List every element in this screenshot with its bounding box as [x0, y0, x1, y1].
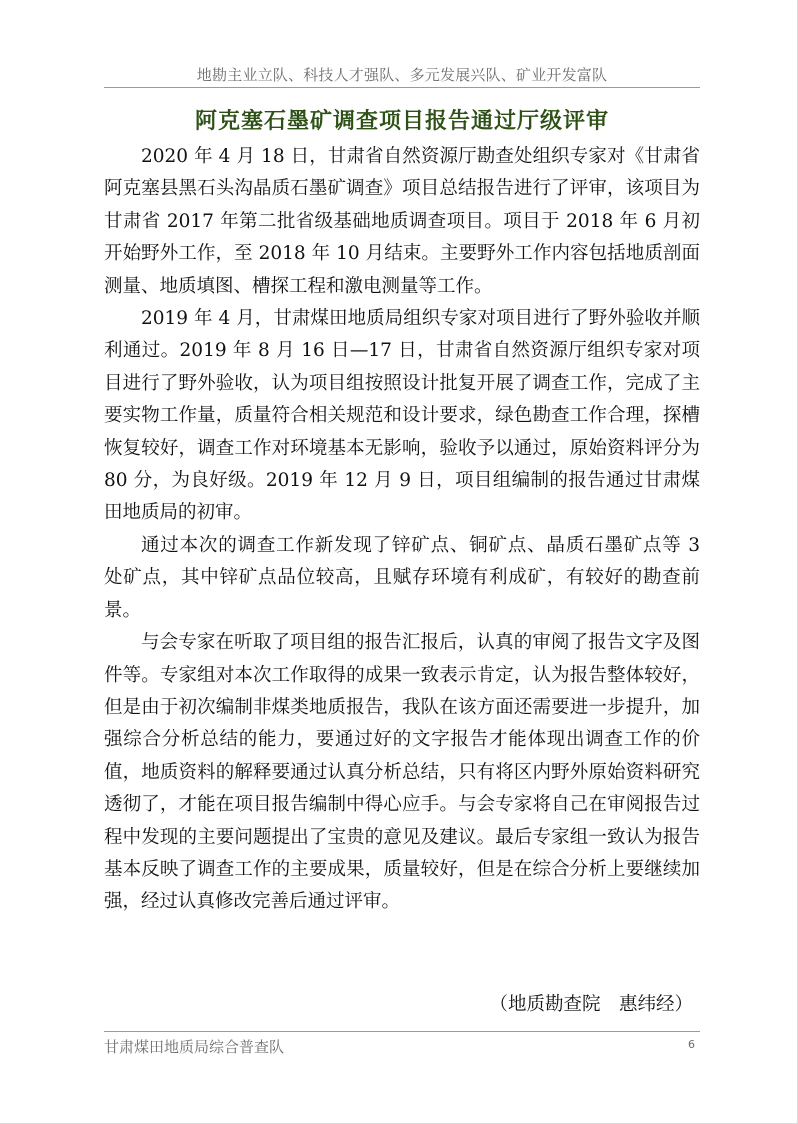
paragraph-3: 通过本次的调查工作新发现了锌矿点、铜矿点、晶质石墨矿点等 3 处矿点，其中锌矿点品位较高，且赋存环境有利成矿，有较好的勘查前景。	[104, 534, 700, 621]
author-signature: （地质勘查院 惠纬经）	[489, 994, 693, 1015]
header-divider	[104, 87, 700, 88]
footer-divider	[104, 1031, 700, 1032]
article-body	[104, 141, 700, 919]
footer-organization: 甘肃煤田地质局综合普查队	[104, 1038, 285, 1056]
page-number: 6	[688, 1038, 695, 1051]
article-title: 阿克塞石墨矿调查项目报告通过厅级评审	[194, 109, 609, 134]
paragraph-2: 2019 年 4 月，甘肃煤田地质局组织专家对项目进行了野外验收并顺利通过。2019 年 8 月 16 日—17 日，甘肃省自然资源厅组织专家对项目进行了野外验收，认为项目组按照设计批复开展了调查工作，完成了主要实物工作量，质量符合相关规范和设计要求，绿色勘查工作合理，探槽恢复较好，调查工作对环境基本无影响，验收予以通过，原始资料评分为 80 分，为良好级。2019 年 12 月 9 日，项目组编制的报告通过甘肃煤田地质局的初审。	[104, 308, 700, 524]
paragraph-1: 2020 年 4 月 18 日，甘肃省自然资源厅勘查处组织专家对《甘肃省阿克塞县黑石头沟晶质石墨矿调查》项目总结报告进行了评审，该项目为甘肃省 2017 年第二批省级基础地质调查项目。项目于 2018 年 6 月初开始野外工作，至 2018 年 10 月结束。主要野外工作内容包括地质剖面测量、地质填图、槽探工程和激电测量等工作。	[104, 146, 700, 297]
header-slogan: 地勘主业立队、科技人才强队、多元发展兴队、矿业开发富队	[196, 66, 608, 84]
paragraph-4: 与会专家在听取了项目组的报告汇报后，认真的审阅了报告文字及图件等。专家组对本次工作取得的成果一致表示肯定，认为报告整体较好，但是由于初次编制非煤类地质报告，我队在该方面还需要进一步提升，加强综合分析总结的能力，要通过好的文字报告才能体现出调查工作的价值，地质资料的解释要通过认真分析总结，只有将区内野外原始资料研究透彻了，才能在项目报告编制中得心应手。与会专家将自己在审阅报告过程中发现的主要问题提出了宝贵的意见及建议。最后专家组一致认为报告基本反映了调查工作的主要成果，质量较好，但是在综合分析上要继续加强，经过认真修改完善后通过评审。	[104, 632, 700, 913]
